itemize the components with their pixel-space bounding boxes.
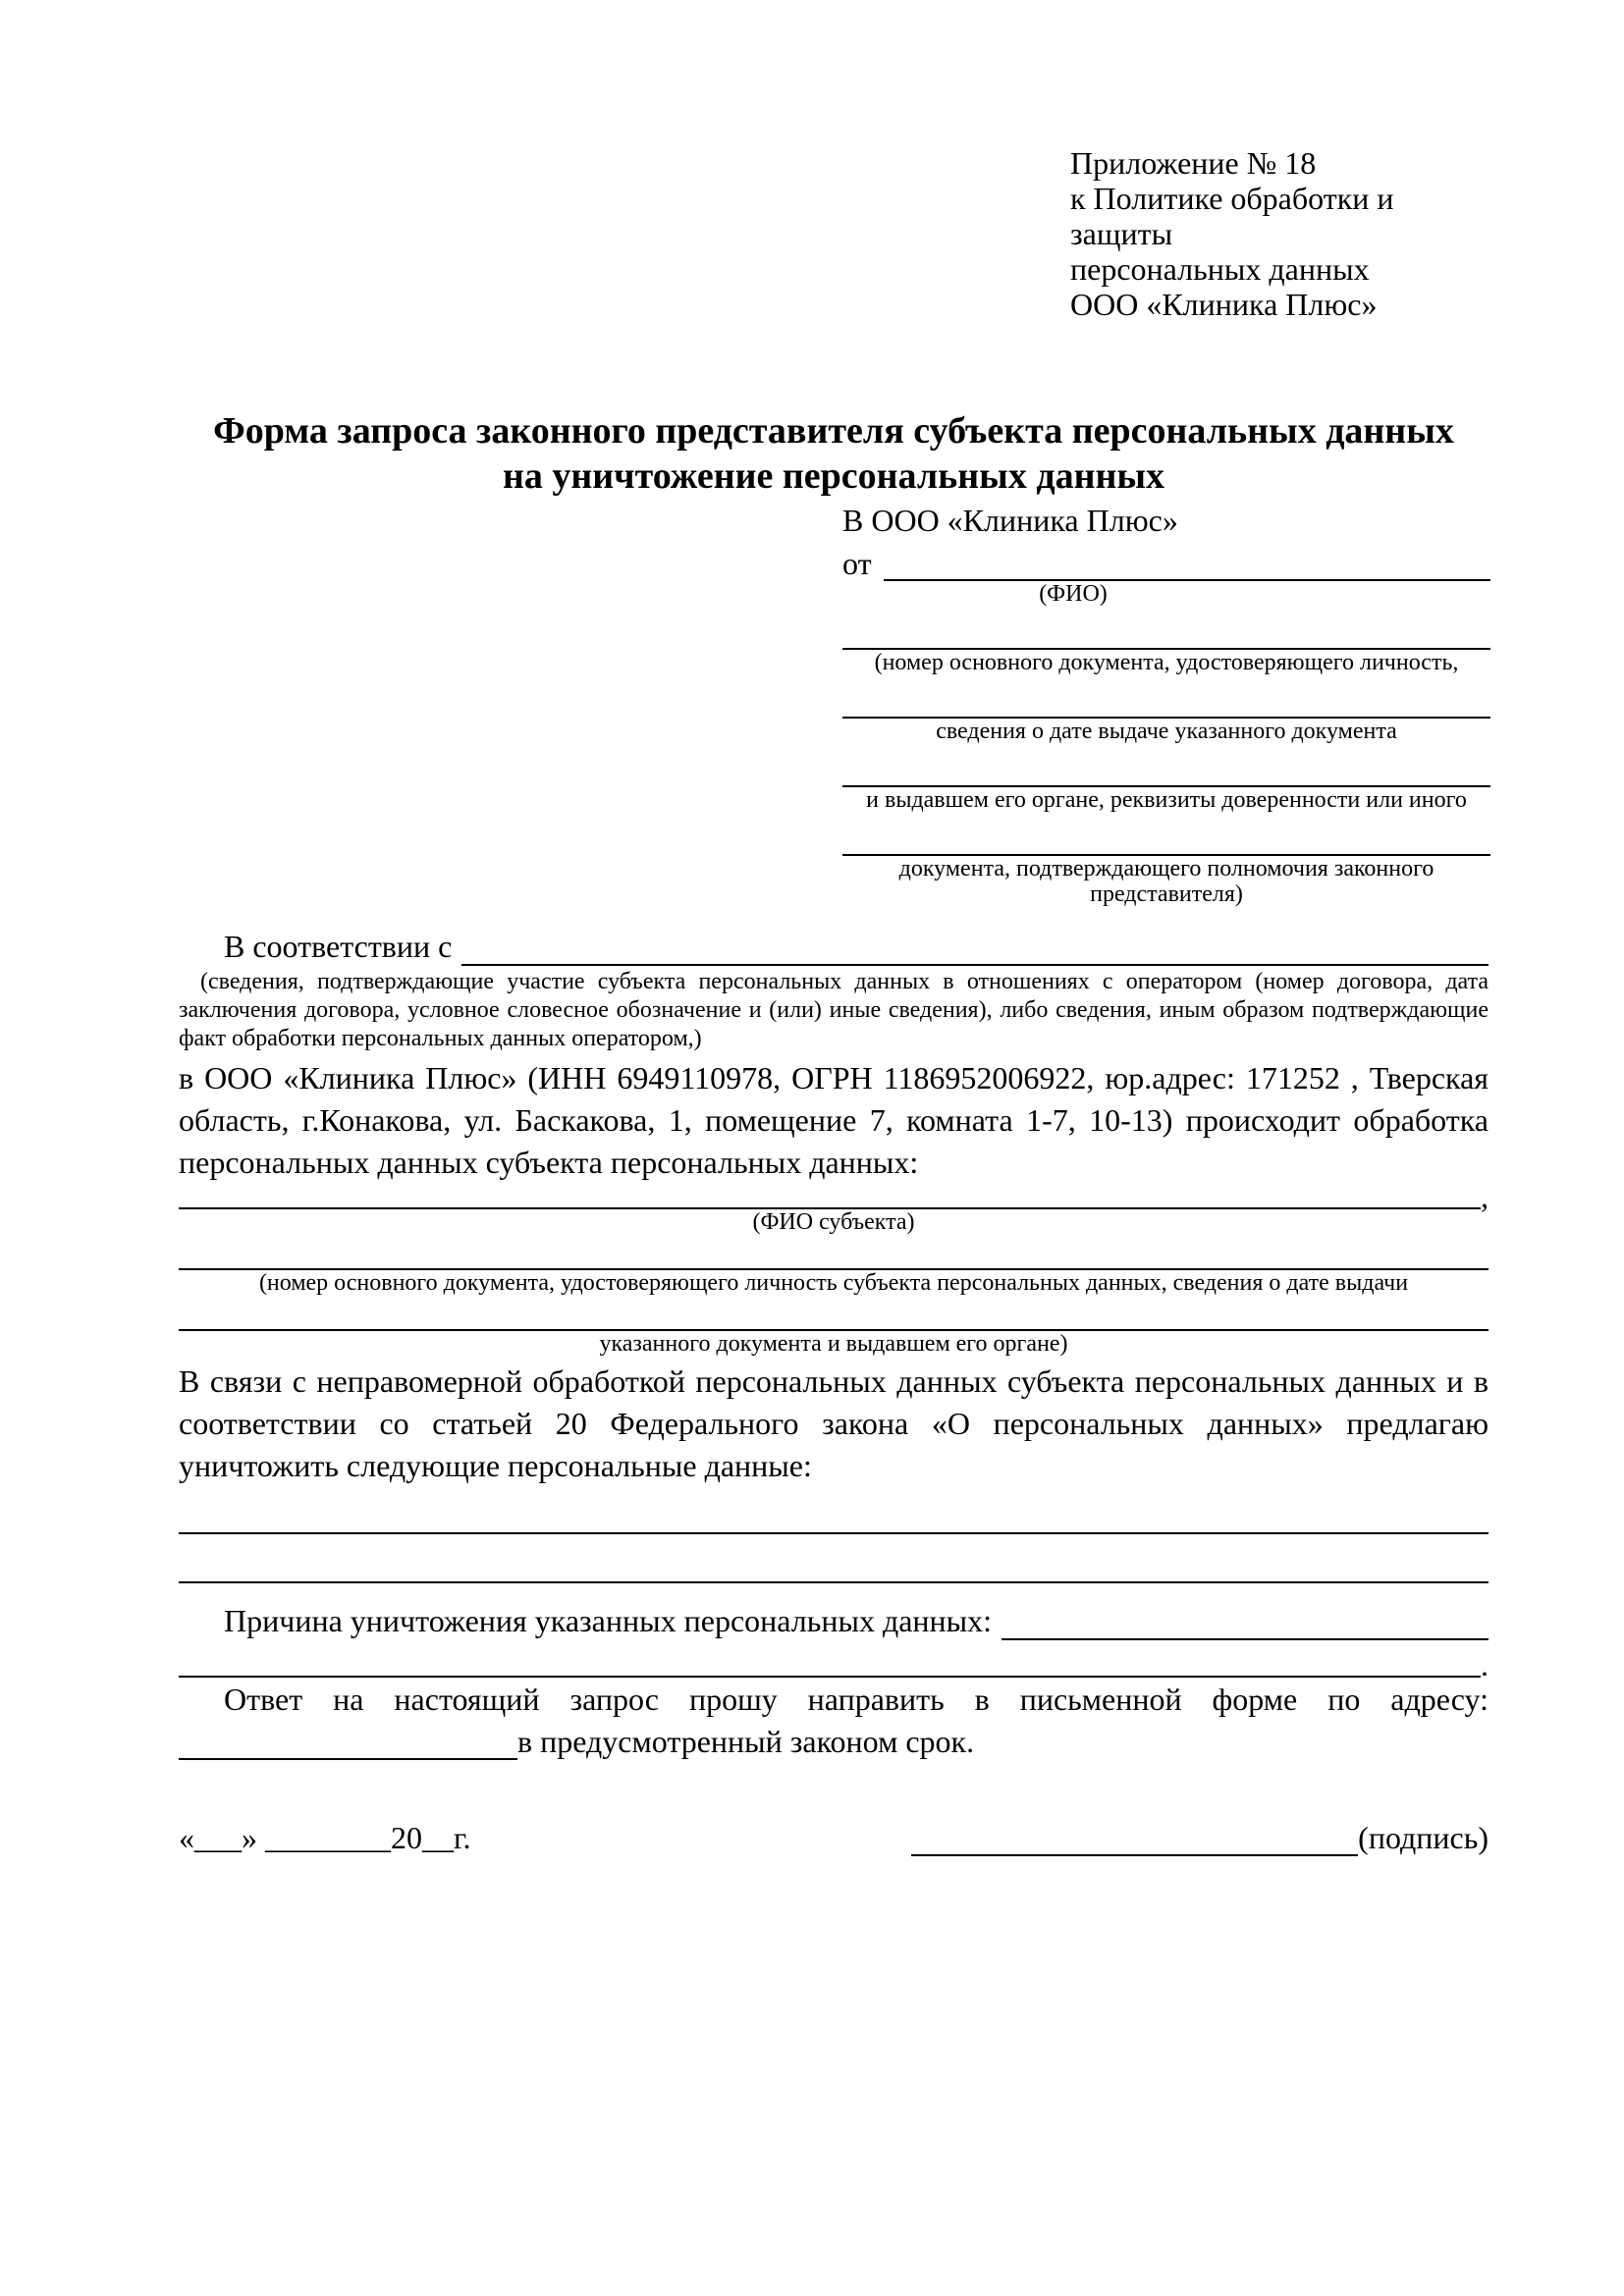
form-title bbox=[179, 408, 1489, 499]
caption-subject-document-2: указанного документа и выдавшем его органе) bbox=[599, 1331, 1068, 1357]
subject-fio-row bbox=[179, 1179, 1489, 1214]
caption-subject-document: (номер основного документа, удостоверяющего личность субъекта персональных данных, сведения о дате выдачи bbox=[258, 1270, 1409, 1296]
signature-block bbox=[911, 1819, 1489, 1856]
subject-document-blank-field[interactable] bbox=[179, 1235, 1489, 1270]
accordance-blank-field[interactable] bbox=[461, 931, 1489, 966]
reason-period: . bbox=[1481, 1647, 1489, 1682]
footer-row bbox=[179, 1819, 1489, 1856]
data-to-destroy-blank-field-1[interactable] bbox=[179, 1487, 1489, 1534]
response-address-row bbox=[179, 1721, 1489, 1760]
issue-date-blank-field[interactable] bbox=[842, 675, 1490, 719]
appendix-number: Приложение № 18 bbox=[1070, 145, 1317, 181]
subject-document-blank-field-2[interactable] bbox=[179, 1296, 1489, 1331]
appendix-header bbox=[1070, 145, 1489, 322]
reason-blank-field-2[interactable] bbox=[179, 1656, 1481, 1678]
address-blank-field[interactable] bbox=[179, 1727, 517, 1760]
reason-label: Причина уничтожения указанных персональных данных: bbox=[224, 1603, 993, 1638]
reason-blank-field[interactable] bbox=[1001, 1605, 1489, 1640]
accordance-caption: (сведения, подтверждающие участие субъекта персональных данных в отношениях с оператором (номер договора, дата заключения договора, условное словесное обозначение и (или) иные сведения), либо сведения, иным образом подтверждающие факт обработки персональных данных оператором,) bbox=[179, 969, 1489, 1051]
caption-issue-date: сведения о дате выдаче указанного документа bbox=[936, 719, 1397, 744]
response-tail: в предусмотренный законом срок. bbox=[517, 1724, 975, 1759]
recipient-to: В ООО «Клиника Плюс» bbox=[842, 503, 1178, 538]
caption-issuing-authority: и выдавшем его органе, реквизиты доверенности или иного bbox=[866, 787, 1467, 813]
issuing-authority-blank-field[interactable] bbox=[842, 744, 1490, 787]
date-blank-field[interactable]: «___» ________20__г. bbox=[179, 1820, 471, 1855]
subject-fio-comma: , bbox=[1481, 1179, 1489, 1214]
document-number-blank-field[interactable] bbox=[842, 607, 1490, 650]
fio-blank-field[interactable] bbox=[884, 546, 1490, 581]
appendix-policy-line2: персональных данных bbox=[1070, 251, 1370, 287]
subject-fio-blank-field[interactable] bbox=[179, 1188, 1481, 1209]
accordance-row bbox=[179, 927, 1489, 966]
reason-continuation-row bbox=[179, 1647, 1489, 1682]
power-of-attorney-blank-field[interactable] bbox=[842, 813, 1490, 856]
from-label: от bbox=[842, 546, 872, 581]
reason-row bbox=[179, 1597, 1489, 1640]
caption-power-of-attorney: документа, подтверждающего полномочия законного представителя) bbox=[898, 856, 1435, 907]
form-title-line1: Форма запроса законного представителя субъекта персональных данных bbox=[213, 410, 1454, 452]
appendix-company: ООО «Клиника Плюс» bbox=[1070, 287, 1378, 322]
data-to-destroy-blank-field-2[interactable] bbox=[179, 1534, 1489, 1583]
signature-blank-field[interactable] bbox=[911, 1823, 1358, 1856]
caption-fio: (ФИО) bbox=[1039, 581, 1108, 607]
caption-document-number: (номер основного документа, удостоверяющего личность, bbox=[874, 650, 1459, 675]
operator-paragraph: в ООО «Клиника Плюс» (ИНН 6949110978, ОГРН 1186952006922, юр.адрес: 171252 , Тверская область, г.Конакова, ул. Баскакова, 1, помещение 7, комната 1-7, 10-13) происходит обработка персональных данных субъекта персональных данных: bbox=[179, 1060, 1489, 1180]
appendix-policy-line: к Политике обработки и защиты bbox=[1070, 181, 1394, 251]
from-row bbox=[842, 540, 1490, 581]
response-paragraph: Ответ на настоящий запрос прошу направить в письменной форме по адресу: bbox=[224, 1682, 1489, 1717]
recipient-block bbox=[842, 501, 1490, 907]
accordance-lead: В соответствии с bbox=[224, 929, 453, 964]
caption-subject-fio: (ФИО субъекта) bbox=[752, 1209, 915, 1235]
signature-caption: (подпись) bbox=[1358, 1820, 1489, 1855]
form-title-line2: на уничтожение персональных данных bbox=[502, 455, 1165, 497]
request-paragraph: В связи с неправомерной обработкой персональных данных субъекта персональных данных и в соответствии со статьей 20 Федерального закона «О персональных данных» предлагаю уничтожить следующие персональные данные: bbox=[179, 1363, 1489, 1483]
